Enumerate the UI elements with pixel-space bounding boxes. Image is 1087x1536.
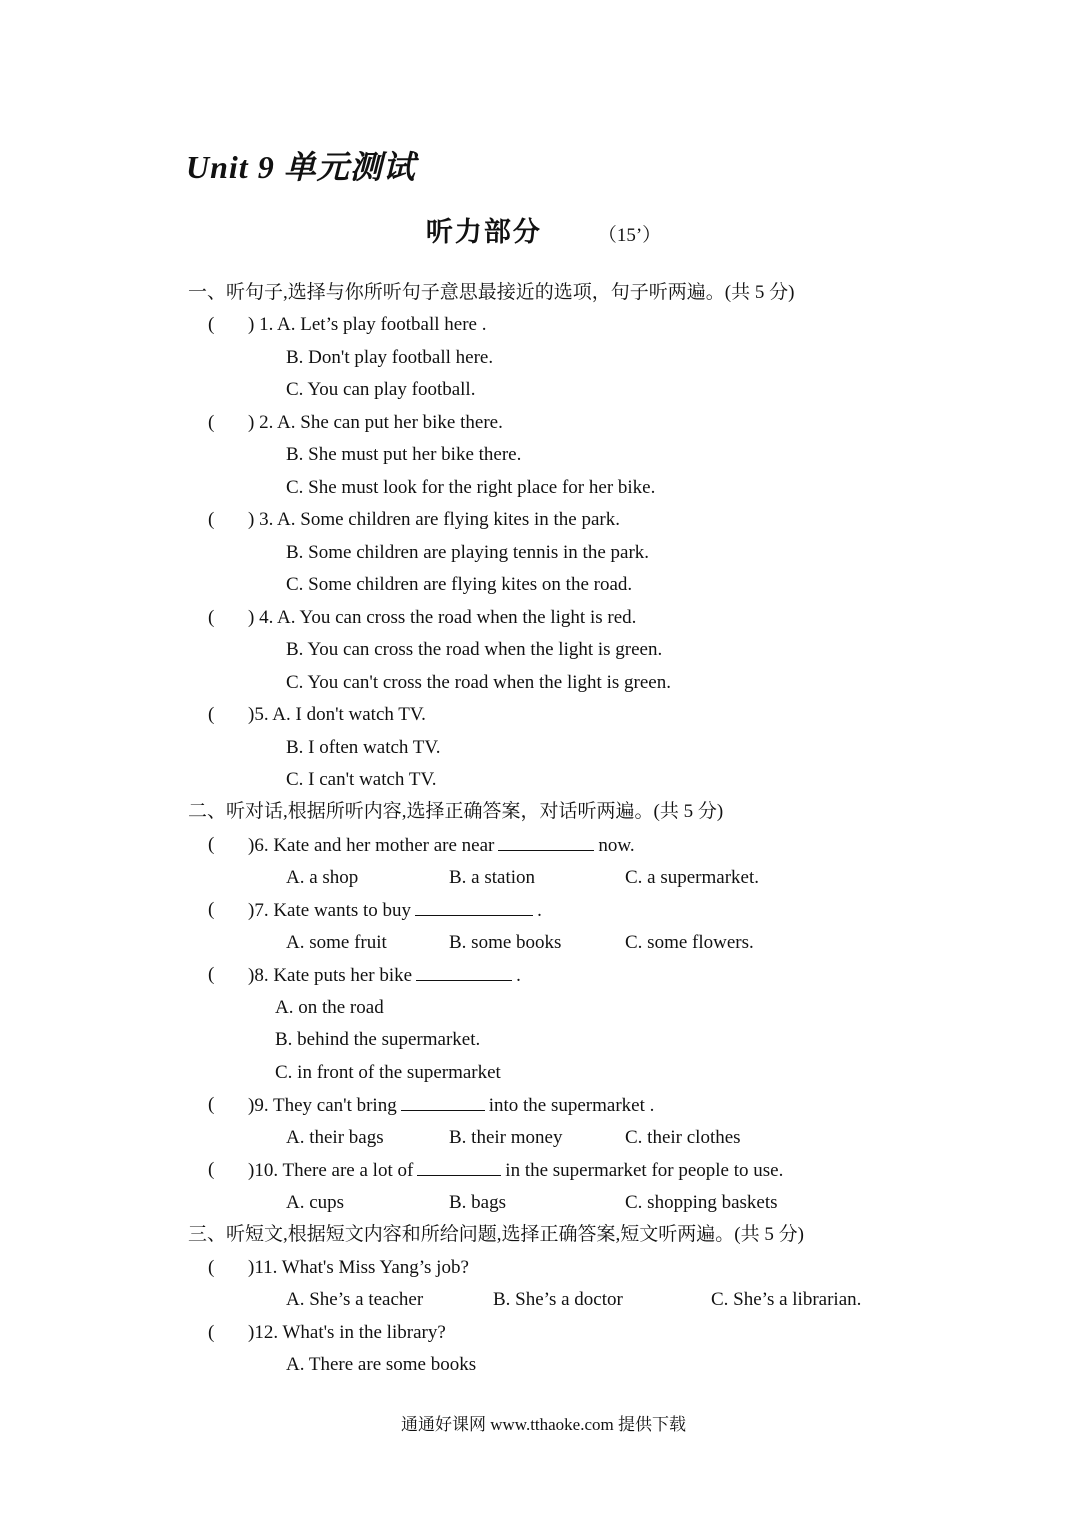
question-7-option-b: B. some books [449, 932, 562, 953]
question-8-text-end: . [516, 965, 521, 986]
question-11-option-a: A. She’s a teacher [286, 1289, 424, 1310]
section-header [0, 210, 1087, 249]
question-10-option-b: B. bags [449, 1192, 506, 1213]
fill-blank[interactable] [415, 898, 533, 916]
question-9-text: )9. They can't bring [248, 1095, 397, 1116]
fill-blank[interactable] [416, 963, 512, 981]
answer-paren-10[interactable]: ( [208, 1159, 215, 1180]
question-4-stem: ) 4. A. You can cross the road when the light is red. [248, 607, 637, 628]
question-11-option-c: C. She’s a librarian. [711, 1289, 862, 1310]
question-3-stem: ) 3. A. Some children are flying kites in the park. [248, 509, 620, 530]
question-6-text: )6. Kate and her mother are near [248, 835, 495, 856]
question-10-stem [248, 1158, 783, 1183]
section-name: 听力部分 [425, 217, 542, 247]
question-5-option-b: B. I often watch TV. [286, 737, 441, 758]
question-7-option-c: C. some flowers. [625, 932, 754, 953]
fill-blank[interactable] [498, 833, 594, 851]
question-4-option-b: B. You can cross the road when the light is green. [286, 639, 663, 660]
answer-paren-1[interactable]: ( [208, 314, 215, 335]
question-8-option-b: B. behind the supermarket. [275, 1029, 481, 1050]
fill-blank[interactable] [401, 1093, 485, 1111]
question-3-option-c: C. Some children are flying kites on the road. [286, 574, 633, 595]
fill-blank[interactable] [417, 1158, 501, 1176]
question-10-text: )10. There are a lot of [248, 1160, 414, 1181]
question-7-stem [248, 898, 542, 923]
question-8-option-c: C. in front of the supermarket [275, 1062, 501, 1083]
part-3-instructions: 三、听短文,根据短文内容和所给问题,选择正确答案,短文听两遍。(共 5 分) [188, 1224, 804, 1245]
question-10-option-a: A. cups [286, 1192, 345, 1213]
question-9-stem [248, 1093, 654, 1118]
answer-paren-4[interactable]: ( [208, 607, 215, 628]
question-12-stem: )12. What's in the library? [248, 1322, 446, 1343]
answer-paren-5[interactable]: ( [208, 704, 215, 725]
question-6-stem [248, 833, 635, 858]
answer-paren-2[interactable]: ( [208, 412, 215, 433]
question-9-option-a: A. their bags [286, 1127, 384, 1148]
part-1-instructions: 一、听句子,选择与你所听句子意思最接近的选项，句子听两遍。(共 5 分) [188, 282, 795, 303]
answer-paren-8[interactable]: ( [208, 964, 215, 985]
answer-paren-7[interactable]: ( [208, 899, 215, 920]
question-1-option-c: C. You can play football. [286, 379, 476, 400]
question-12-option-a: A. There are some books [286, 1354, 477, 1375]
question-7-text: )7. Kate wants to buy [248, 900, 412, 921]
question-5-option-c: C. I can't watch TV. [286, 769, 437, 790]
question-8-option-a: A. on the road [275, 997, 384, 1018]
page-title: Unit 9 单元测试 [186, 149, 416, 185]
answer-paren-3[interactable]: ( [208, 509, 215, 530]
question-9-option-b: B. their money [449, 1127, 563, 1148]
question-7-option-a: A. some fruit [286, 932, 387, 953]
footer-source: 通通好课网 www.tthaoke.com 提供下载 [400, 1415, 687, 1434]
question-6-option-b: B. a station [449, 867, 536, 888]
question-6-option-c: C. a supermarket. [625, 867, 760, 888]
question-2-option-b: B. She must put her bike there. [286, 444, 522, 465]
question-8-stem [248, 963, 521, 988]
question-7-text-end: . [537, 900, 542, 921]
question-10-text-end: in the supermarket for people to use. [505, 1160, 784, 1181]
question-11-stem: )11. What's Miss Yang’s job? [248, 1257, 469, 1278]
question-10-option-c: C. shopping baskets [625, 1192, 778, 1213]
question-6-option-a: A. a shop [286, 867, 359, 888]
answer-paren-12[interactable]: ( [208, 1322, 215, 1343]
question-9-option-c: C. their clothes [625, 1127, 741, 1148]
section-score: （15’） [597, 225, 662, 246]
question-2-stem: ) 2. A. She can put her bike there. [248, 412, 503, 433]
answer-paren-9[interactable]: ( [208, 1094, 215, 1115]
question-1-stem: ) 1. A. Let’s play football here . [248, 314, 487, 335]
question-9-text-end: into the supermarket . [488, 1095, 655, 1116]
question-4-option-c: C. You can't cross the road when the light is green. [286, 672, 671, 693]
question-2-option-c: C. She must look for the right place for her bike. [286, 477, 656, 498]
question-6-text-end: now. [598, 835, 635, 856]
part-2-instructions: 二、听对话,根据所听内容,选择正确答案，对话听两遍。(共 5 分) [188, 801, 724, 822]
question-8-text: )8. Kate puts her bike [248, 965, 413, 986]
answer-paren-6[interactable]: ( [208, 834, 215, 855]
answer-paren-11[interactable]: ( [208, 1257, 215, 1278]
question-11-option-b: B. She’s a doctor [493, 1289, 623, 1310]
question-1-option-b: B. Don't play football here. [286, 347, 494, 368]
question-5-stem: )5. A. I don't watch TV. [248, 704, 426, 725]
question-3-option-b: B. Some children are playing tennis in the park. [286, 542, 650, 563]
